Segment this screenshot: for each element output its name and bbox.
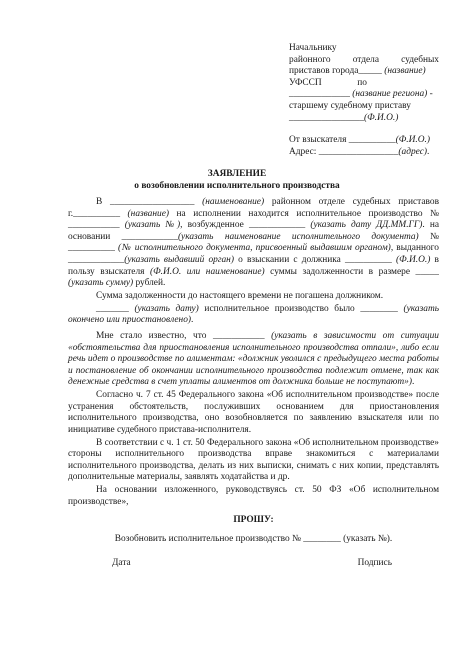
addressee-line: приставов города_____ (название) xyxy=(289,66,426,77)
document-body xyxy=(68,197,439,569)
paragraph-2: Сумма задолженности до настоящего времени не погашена должником. xyxy=(96,290,384,301)
addressee-line: ________________(Ф.И.О.) xyxy=(289,112,399,123)
address-line: Адрес: _________________(адрес). xyxy=(289,146,430,157)
applicant-line: От взыскателя __________(Ф.И.О.) xyxy=(289,135,430,146)
document-title: ЗАЯВЛЕНИЕ xyxy=(207,169,267,179)
paragraph-1: В __________________ (наименование) районном отделе судебных приставов г.__________ (название) на исполнении находится исполнительное производство № ___________ (указать №), возбужденное ____________ (указать дату ДД.ММ.ГГ). на основании ____________(указать наименование исполнительного документа) № __________ (№ исполнительного документа, присвоенный выдавшим органом), выданного ____________(указать выдавший орган) о взыскании с должника __________ (Ф.И.О.) в пользу взыскателя (Ф.И.О. или наименование) суммы задолженности в размере _____ (указать сумму) рублей. xyxy=(68,197,440,289)
addressee-line: старшему судебному приставу xyxy=(289,100,411,111)
paragraph-6: В соответствии с ч. 1 ст. 50 Федерального закона «Об исполнительном производстве» стороны исполнительного производства вправе знакомиться с материалами исполнительного производства, делать из них выписки, снимать с них копии, представлять дополнительные материалы, заявлять ходатайства и др. xyxy=(68,437,439,483)
addressee-block xyxy=(289,43,439,158)
addressee-line: _____________ (название региона) - xyxy=(289,89,433,100)
request-heading: ПРОШУ: xyxy=(233,515,274,526)
request-text: Возобновить исполнительное производство № ________ (указать №). xyxy=(114,533,393,544)
paragraph-3: _______ (указать дату) исполнительное производство было ________ (указать окончено или приостановлено). xyxy=(68,303,439,326)
addressee-line: районного отдела судебных xyxy=(289,54,439,65)
addressee-line: Начальнику xyxy=(289,43,337,53)
signature-row xyxy=(68,558,439,570)
signature-label: Подпись xyxy=(357,557,392,568)
paragraph-4: Мне стало известно, что ___________ (указать в зависимости от ситуации «обстоятельства для приостановления исполнительного производства отпали», либо если речь идет о производстве по алиментам: «должник уволился с предыдущего места работы и постановление об окончании исполнительного производства подлежит отмене, так как денежные средства в счет уплаты алиментов от должника больше не поступают»). xyxy=(68,330,439,388)
paragraph-5: Согласно ч. 7 ст. 45 Федерального закона «Об исполнительном производстве» после устранения обстоятельств, послуживших основанием для приостановления исполнительного производства, оно возобновляется по заявлению взыскателя или по инициативе судебного пристава-исполнителя. xyxy=(68,390,439,435)
date-label: Дата xyxy=(112,557,131,568)
document-subtitle: о возобновлении исполнительного производства xyxy=(134,181,340,191)
paragraph-7: На основании изложенного, руководствуясь ст. 50 ФЗ «Об исполнительном производстве», xyxy=(68,485,439,507)
addressee-line: УФССП по xyxy=(289,77,367,88)
